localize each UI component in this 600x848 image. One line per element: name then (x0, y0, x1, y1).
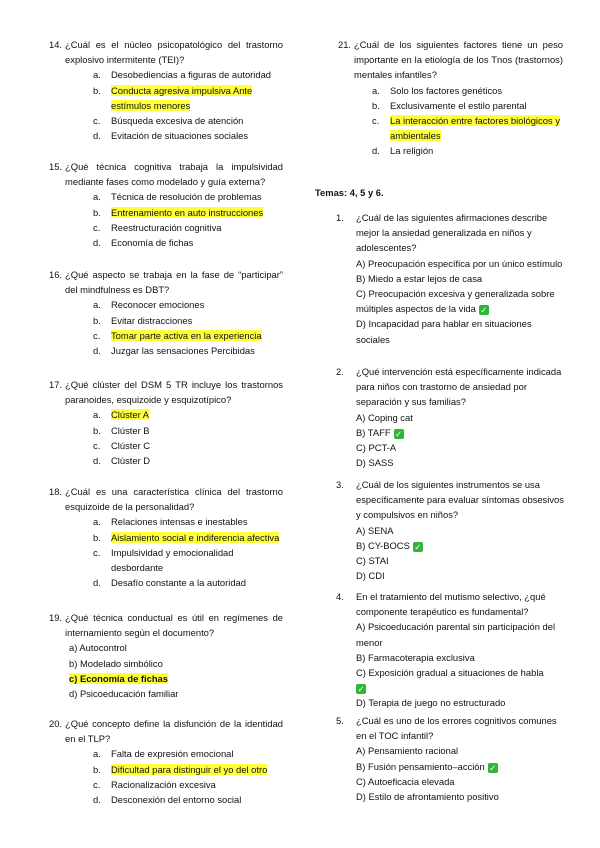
question-text: ¿Cuál es uno de los errores cognitivos comunes en el TOC infantil? (356, 715, 557, 742)
question-17 (49, 377, 283, 468)
option-letter: a. (372, 84, 380, 96)
option-label: Reestructuración cognitiva (111, 221, 222, 233)
option-item (93, 113, 283, 128)
question-16 (49, 267, 283, 358)
option-letter: c. (93, 115, 101, 127)
question-stem (338, 37, 563, 83)
question-number: 18. (49, 486, 63, 497)
option-item (93, 514, 283, 529)
answer-text: A) Coping cat (356, 411, 413, 423)
highlighted-answer: Entrenamiento en auto instrucciones (111, 206, 264, 218)
question-14 (49, 37, 283, 143)
option-text (111, 575, 283, 590)
answer-item (356, 410, 566, 425)
answer-item (356, 568, 566, 583)
option-list (49, 407, 283, 468)
option-text (111, 762, 283, 777)
option-letter: a. (93, 748, 101, 760)
question-number: 1. (336, 212, 344, 223)
checkmark-icon: ✓ (394, 428, 403, 439)
option-text (111, 343, 283, 358)
section-title: Temas: 4, 5 y 6. (315, 187, 384, 198)
answer-item (356, 316, 566, 346)
option-letter: b. (93, 531, 101, 543)
option-letter: d. (93, 345, 101, 357)
option-item (93, 328, 283, 343)
option-item (93, 575, 283, 590)
option-item (93, 530, 283, 545)
option-text (111, 514, 283, 529)
option-list (49, 514, 283, 590)
question-stem (49, 37, 283, 67)
topic-question-5 (336, 713, 566, 804)
option-text (390, 113, 563, 143)
question-stem (336, 477, 566, 523)
answer-text: B) Fusión pensamiento–acción (356, 760, 485, 772)
option-letter: b. (93, 763, 101, 775)
answer-text: D) Incapacidad para hablar en situaciones sociales (356, 318, 532, 345)
highlighted-answer: c) Economía de fichas (69, 672, 168, 684)
option-label: Relaciones intensas e inestables (111, 516, 248, 528)
answer-item (356, 759, 566, 774)
answer-list (336, 743, 566, 804)
question-stem (49, 159, 283, 189)
option-label: d) Psicoeducación familiar (69, 688, 179, 700)
option-text (111, 453, 283, 468)
option-label: Reconocer emociones (111, 299, 205, 311)
option-letter: b. (93, 84, 101, 96)
option-item (69, 656, 283, 671)
option-label: Evitar distracciones (111, 314, 193, 326)
question-stem (49, 267, 283, 297)
question-number: 14. (49, 39, 63, 50)
question-20 (49, 716, 283, 807)
question-19 (49, 610, 283, 701)
answer-item (356, 553, 566, 568)
option-item (93, 343, 283, 358)
highlighted-answer: Tomar parte activa en la experiencia (111, 329, 262, 341)
question-number: 3. (336, 479, 344, 490)
option-letter: d. (372, 145, 380, 157)
question-text: ¿Cuál es el núcleo psicopatológico del trastorno explosivo intermitente (TEI)? (65, 39, 283, 66)
answer-item (356, 256, 566, 271)
option-letter: c. (93, 329, 101, 341)
question-text: ¿Qué concepto define la disfunción de la identidad en el TLP? (65, 718, 283, 745)
option-text (111, 128, 283, 143)
option-item (69, 671, 283, 686)
option-text (111, 67, 283, 82)
option-text (111, 407, 283, 422)
option-item (93, 189, 283, 204)
question-text: ¿Cuál de los siguientes instrumentos se usa específicamente para evaluar síntomas obsesivos y compulsivos en niños? (356, 479, 564, 521)
option-item (93, 438, 283, 453)
question-text: ¿Qué técnica conductual es útil en regímenes de internamiento según el documento? (65, 612, 283, 639)
option-item (93, 83, 283, 113)
option-letter: d. (93, 577, 101, 589)
answer-item (356, 774, 566, 789)
option-label: Exclusivamente el estilo parental (390, 99, 527, 111)
option-list (49, 67, 283, 143)
option-item (93, 746, 283, 761)
question-15 (49, 159, 283, 250)
question-21 (338, 37, 563, 159)
option-letter: a. (93, 516, 101, 528)
question-number: 4. (336, 591, 344, 602)
question-text: ¿Cuál es una característica clínica del trastorno esquizoide de la personalidad? (65, 486, 283, 513)
topic-question-4 (336, 589, 566, 711)
option-item (93, 297, 283, 312)
option-item (93, 777, 283, 792)
option-text (111, 423, 283, 438)
option-text (111, 746, 283, 761)
topic-question-1 (336, 210, 566, 347)
option-label: Juzgar las sensaciones Percibidas (111, 345, 255, 357)
option-item (93, 762, 283, 777)
question-number: 17. (49, 379, 63, 390)
checkmark-icon: ✓ (414, 541, 422, 552)
question-number: 21. (338, 39, 352, 50)
answer-item (356, 665, 566, 695)
option-label: a) Autocontrol (69, 642, 127, 654)
answer-item (356, 789, 566, 804)
highlighted-answer: Clúster A (111, 409, 150, 421)
answer-list (336, 410, 566, 471)
option-label: b) Modelado simbólico (69, 657, 163, 669)
answer-item (356, 619, 566, 649)
option-label: Desconexión del entorno social (111, 794, 242, 806)
question-text: ¿Cuál de los siguientes factores tiene un peso importante en la etiología de los Tnos (trastornos) mentales infantiles? (354, 39, 563, 81)
option-letter: c. (93, 778, 101, 790)
option-text (111, 545, 283, 575)
question-text: ¿Qué aspecto se trabaja en la fase de “participar” del mindfulness es DBT? (65, 269, 283, 296)
option-item (93, 220, 283, 235)
answer-item (356, 425, 566, 440)
answer-text: D) Terapia de juego no estructurado (356, 697, 506, 709)
option-text (390, 83, 563, 98)
option-list (49, 640, 283, 701)
option-item (372, 83, 563, 98)
answer-text: B) CY-BOCS (356, 539, 410, 551)
answer-item (356, 523, 566, 538)
option-letter: d. (93, 794, 101, 806)
option-label: Impulsividad y emocionalidad desbordante (111, 546, 234, 574)
answer-text: C) Exposición gradual a situaciones de habla (356, 667, 544, 679)
option-letter: c. (93, 221, 101, 233)
answer-item (356, 743, 566, 758)
option-list (49, 297, 283, 358)
option-label: Racionalización excesiva (111, 778, 216, 790)
question-stem (49, 610, 283, 640)
option-text (111, 328, 283, 343)
answer-text: D) SASS (356, 457, 394, 469)
option-item (93, 423, 283, 438)
option-label: Clúster C (111, 439, 151, 451)
answer-text: A) Psicoeducación parental sin participación del menor (356, 621, 556, 648)
answer-text: A) Preocupación específica por un único estímulo (356, 257, 563, 269)
option-text (111, 113, 283, 128)
answer-text: B) TAFF (356, 426, 391, 438)
option-letter: a. (93, 69, 101, 81)
answer-item (356, 538, 566, 553)
question-text: ¿Qué técnica cognitiva trabaja la impulsividad mediante fases como modelado y guía externa? (65, 161, 283, 188)
option-label: Desafío constante a la autoridad (111, 577, 246, 589)
topic-question-2 (336, 364, 566, 470)
option-label: Evitación de situaciones sociales (111, 130, 249, 142)
option-letter: d. (93, 237, 101, 249)
option-list (338, 83, 563, 159)
option-item (372, 113, 563, 143)
answer-list (336, 619, 566, 710)
option-letter: b. (93, 206, 101, 218)
option-text (111, 792, 283, 807)
question-stem (336, 713, 566, 743)
question-number: 15. (49, 161, 63, 172)
answer-item (356, 440, 566, 455)
answer-list (336, 256, 566, 347)
answer-item (356, 286, 566, 316)
option-label: Clúster D (111, 455, 151, 467)
option-label: Búsqueda excesiva de atención (111, 115, 244, 127)
answer-text: A) SENA (356, 524, 394, 536)
option-letter: b. (93, 424, 101, 436)
option-text (111, 297, 283, 312)
question-number: 19. (49, 612, 63, 623)
option-item (93, 128, 283, 143)
option-text (111, 438, 283, 453)
option-letter: b. (93, 314, 101, 326)
highlighted-answer: La interacción entre factores biológicos y ambientales (390, 115, 560, 142)
question-stem (336, 589, 566, 619)
option-item (93, 67, 283, 82)
question-stem (336, 364, 566, 410)
topic-question-3 (336, 477, 566, 583)
option-item (93, 792, 283, 807)
answer-text: C) Preocupación excesiva y generalizada sobre múltiples aspectos de la vida (356, 288, 555, 315)
answer-text: C) STAI (356, 555, 389, 567)
question-text: ¿Cuál de las siguientes afirmaciones describe mejor la ansiedad generalizada en niños y adolescentes? (356, 212, 548, 254)
option-list (49, 746, 283, 807)
option-letter: a. (93, 191, 101, 203)
option-letter: c. (372, 115, 380, 127)
question-stem (49, 716, 283, 746)
question-stem (49, 484, 283, 514)
question-18 (49, 484, 283, 590)
answer-text: B) Farmacoterapia exclusiva (356, 651, 475, 663)
option-text (111, 235, 283, 250)
question-number: 2. (336, 366, 344, 377)
option-label: Clúster B (111, 424, 150, 436)
question-text: ¿Qué intervención está específicamente indicada para niños con trastorno de ansiedad por separación y sus familias? (356, 366, 562, 408)
answer-item (356, 650, 566, 665)
checkmark-icon: ✓ (480, 305, 488, 316)
question-stem (336, 210, 566, 256)
question-text: ¿Qué clúster del DSM 5 TR incluye los trastornos paranoides, esquizoide y esquizotípico? (65, 379, 283, 406)
option-label: La religión (390, 145, 434, 157)
answer-list (336, 523, 566, 584)
option-label: Técnica de resolución de problemas (111, 191, 262, 203)
option-item (93, 313, 283, 328)
answer-item (356, 455, 566, 470)
option-text (111, 313, 283, 328)
answer-text: A) Pensamiento racional (356, 745, 459, 757)
option-text (111, 777, 283, 792)
question-stem (49, 377, 283, 407)
highlighted-answer: Conducta agresiva impulsiva Ante estímulos menores (111, 84, 253, 111)
option-letter: a. (93, 299, 101, 311)
option-letter: c. (93, 546, 101, 558)
question-number: 20. (49, 718, 63, 729)
answer-text: C) Autoeficacia elevada (356, 775, 455, 787)
option-label: Solo los factores genéticos (390, 84, 503, 96)
option-item (93, 235, 283, 250)
option-item (69, 686, 283, 701)
question-text: En el tratamiento del mutismo selectivo, ¿qué componente terapéutico es fundamental? (356, 591, 546, 618)
option-text (111, 220, 283, 235)
option-item (372, 143, 563, 158)
highlighted-answer: Aislamiento social e indiferencia afectiva (111, 531, 280, 543)
highlighted-answer: Dificultad para distinguir el yo del otro (111, 763, 268, 775)
option-item (372, 98, 563, 113)
option-letter: b. (372, 99, 380, 111)
answer-text: D) Estilo de afrontamiento positivo (356, 791, 499, 803)
option-letter: d. (93, 130, 101, 142)
option-item (93, 545, 283, 575)
option-item (69, 640, 283, 655)
answer-text: B) Miedo a estar lejos de casa (356, 272, 483, 284)
option-letter: a. (93, 409, 101, 421)
option-item (93, 205, 283, 220)
option-text (390, 143, 563, 158)
option-letter: d. (93, 455, 101, 467)
checkmark-icon: ✓ (357, 684, 365, 695)
answer-text: D) CDI (356, 570, 385, 582)
option-list (49, 189, 283, 250)
option-label: Desobediencias a figuras de autoridad (111, 69, 272, 81)
question-number: 5. (336, 715, 344, 726)
option-text (111, 189, 283, 204)
option-text (390, 98, 563, 113)
option-item (93, 407, 283, 422)
answer-item (356, 695, 566, 710)
option-text (111, 205, 283, 220)
option-item (93, 453, 283, 468)
option-letter: c. (93, 439, 101, 451)
option-text (111, 530, 283, 545)
option-text (111, 83, 283, 113)
answer-text: C) PCT-A (356, 442, 397, 454)
option-label: Economía de fichas (111, 237, 194, 249)
question-number: 16. (49, 269, 63, 280)
checkmark-icon: ✓ (489, 762, 497, 773)
answer-item (356, 271, 566, 286)
option-label: Falta de expresión emocional (111, 748, 234, 760)
